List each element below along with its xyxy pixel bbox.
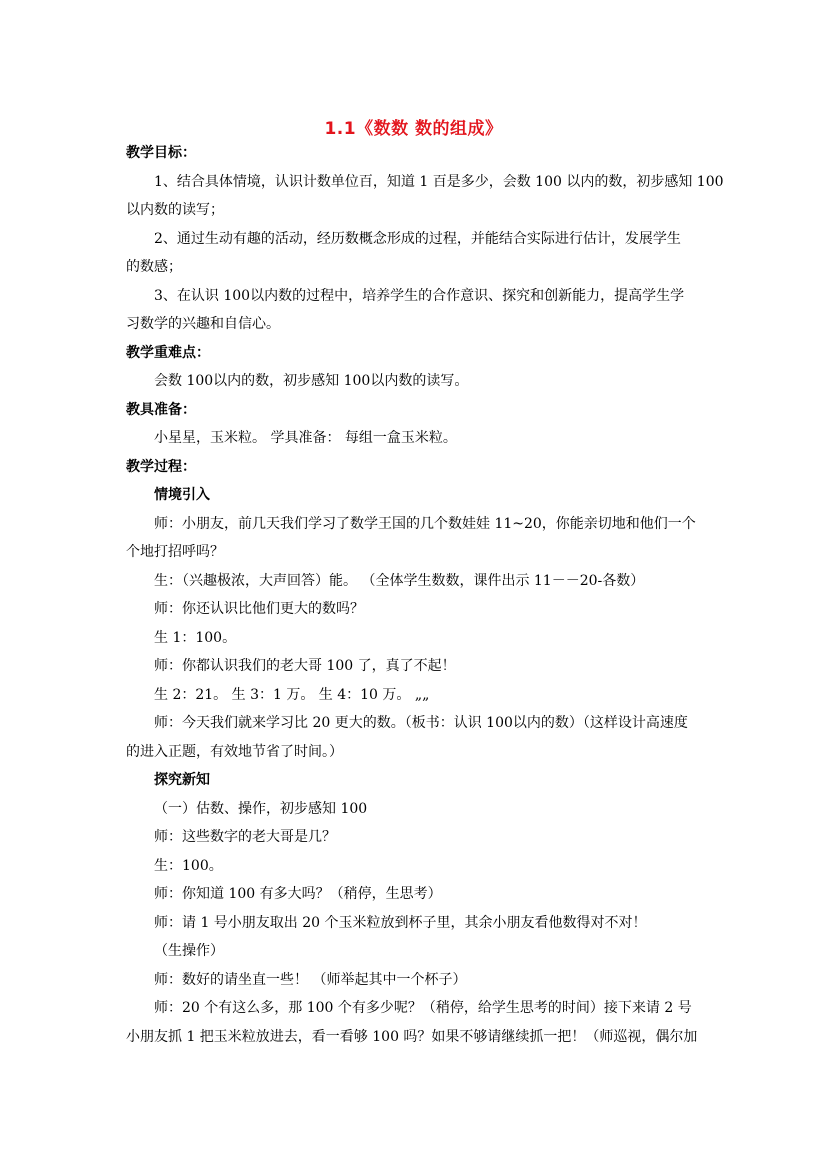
paragraph-line: 2、通过生动有趣的活动，经历数概念形成的过程，并能结合实际进行估计，发展学生 <box>154 231 681 247</box>
section-heading-objectives: 教学目标： <box>126 145 196 161</box>
section-heading-process: 教学过程： <box>126 459 196 475</box>
dialogue-line: 生：100。 <box>154 858 223 874</box>
subsection-heading-explore: 探究新知 <box>154 772 210 788</box>
section-heading-key-points: 教学重难点： <box>126 345 210 361</box>
paragraph-line: 以内数的读写； <box>126 202 224 218</box>
dialogue-line: 个地打招呼吗？ <box>126 544 224 560</box>
dialogue-line: 师：你都认识我们的老大哥 100 了，真了不起！ <box>154 658 456 674</box>
paragraph-line: 小星星，玉米粒。 学具准备： 每组一盒玉米粒。 <box>154 430 457 446</box>
paragraph-line: 3、在认识 100以内数的过程中，培养学生的合作意识、探究和创新能力，提高学生学 <box>154 288 685 304</box>
document-title: 1.1《数数 数的组成》 <box>324 119 503 139</box>
paragraph-line: 会数 100以内的数，初步感知 100以内数的读写。 <box>154 373 469 389</box>
dialogue-line: 师：你知道 100 有多大吗？（稍停，生思考） <box>154 886 442 902</box>
dialogue-line: 的进入正题，有效地节省了时间。） <box>126 744 343 760</box>
dialogue-line: 师：数好的请坐直一些！ （师举起其中一个杯子） <box>154 972 467 988</box>
dialogue-line: 师：小朋友，前几天我们学习了数学王国的几个数娃娃 11~20，你能亲切地和他们一个 <box>154 516 696 532</box>
dialogue-line: （生操作） <box>154 943 224 959</box>
paragraph-line: 习数学的兴趣和自信心。 <box>126 316 280 332</box>
subsection-heading-intro: 情境引入 <box>154 487 210 503</box>
dialogue-line: 小朋友抓 1 把玉米粒放进去，看一看够 100 吗？如果不够请继续抓一把！（师巡视，偶尔加 <box>126 1029 698 1045</box>
dialogue-line: 师：今天我们就来学习比 20 更大的数。（板书：认识 100以内的数）（这样设计高速度 <box>154 715 688 731</box>
dialogue-line: （一）估数、操作，初步感知 100 <box>154 801 368 817</box>
dialogue-line: 生 2：21。 生 3：1 万。 生 4：10 万。 „„ <box>154 687 430 703</box>
dialogue-line: 师：请 1 号小朋友取出 20 个玉米粒放到杯子里，其余小朋友看他数得对不对！ <box>154 915 647 931</box>
dialogue-line: 师：这些数字的老大哥是几？ <box>154 829 336 845</box>
paragraph-line: 1、结合具体情境，认识计数单位百，知道 1 百是多少，会数 100 以内的数，初步感知 100 <box>154 174 724 190</box>
section-heading-teaching-aids: 教具准备： <box>126 402 196 418</box>
dialogue-line: 师：你还认识比他们更大的数吗？ <box>154 601 364 617</box>
paragraph-line: 的数感； <box>126 259 182 275</box>
dialogue-line: 师：20 个有这么多，那 100 个有多少呢？（稍停，给学生思考的时间）接下来请 2 号 <box>154 1000 692 1016</box>
dialogue-line: 生 1：100。 <box>154 630 237 646</box>
dialogue-line: 生：（兴趣极浓，大声回答）能。 （全体学生数数，课件出示 11－－20-各数） <box>154 573 645 589</box>
